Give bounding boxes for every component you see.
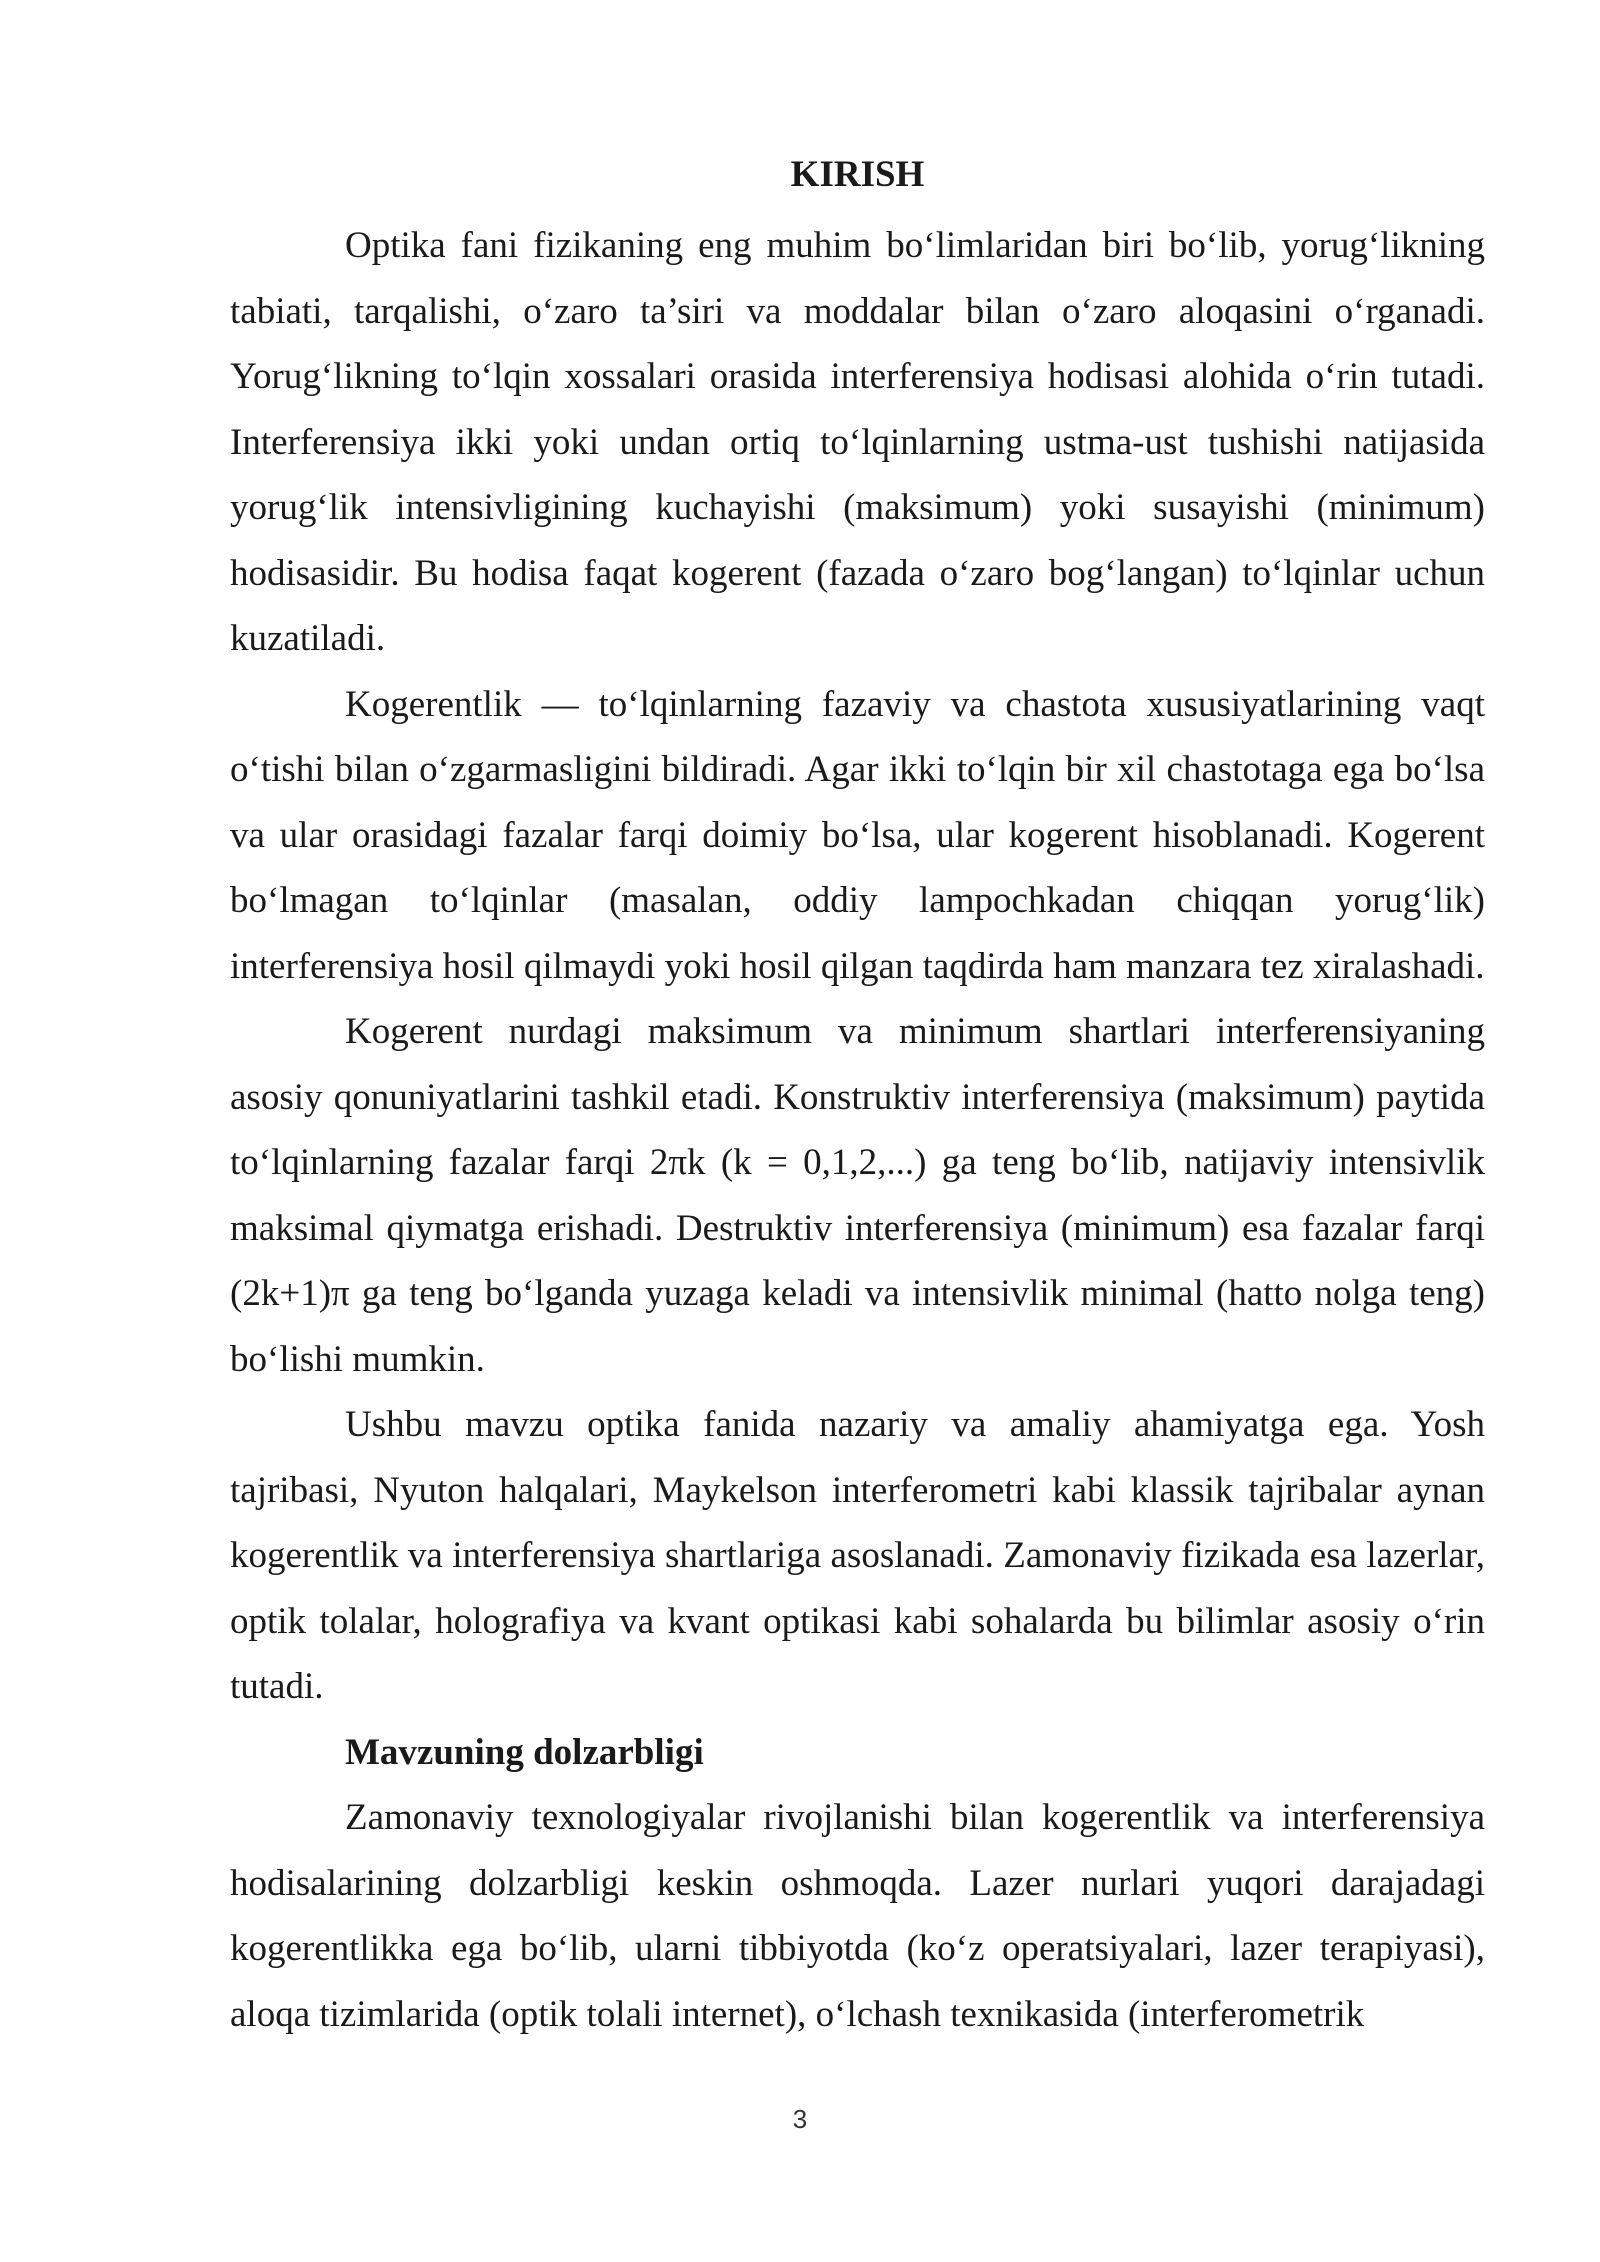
paragraph-importance: Ushbu mavzu optika fanida nazariy va amaliy ahamiyatga ega. Yosh tajribasi, Nyuton halqalari, Maykelson interferometri kabi klassik tajribalar aynan kogerentlik va interferensiya shartlariga asoslanadi. Zamonaviy fizikada esa lazerlar, optik tolalar, holografiya va kvant optikasi kabi sohalarda bu bilimlar asosiy o‘rin tutadi. — [230, 1404, 1485, 1707]
paragraph-coherence: Kogerentlik — to‘lqinlarning fazaviy va chastota xususiyatlarining vaqt o‘tishi bilan o‘zgarmasligini bildiradi. Agar ikki to‘lqin bir xil chastotaga ega bo‘lsa va ular orasidagi fazalar farqi doimiy bo‘lsa, ular kogerent hisoblanadi. Kogerent bo‘lmagan to‘lqinlar (masalan, oddiy lampochkadan chiqqan yorug‘lik) interferensiya hosil qilmaydi yoki hosil qilgan taqdirda ham manzara tez xiralashadi. — [230, 683, 1485, 987]
section-heading: Mavzuning dolzarbligi — [345, 1731, 704, 1773]
page-content — [230, 148, 1485, 2047]
page-number: 3 — [792, 2104, 808, 2134]
paragraph-conditions: Kogerent nurdagi maksimum va minimum shartlari interferensiyaning asosiy qonuniyatlarini tashkil etadi. Konstruktiv interferensiya (maksimum) paytida to‘lqinlarning fazalar farqi 2πk (k = 0,1,2,...) ga teng bo‘lib, natijaviy intensivlik maksimal qiymatga erishadi. Destruktiv interferensiya (minimum) esa fazalar farqi (2k+1)π ga teng bo‘lganda yuzaga keladi va intensivlik minimal (hatto nolga teng) bo‘lishi mumkin. — [230, 1011, 1485, 1380]
paragraph-relevance: Zamonaviy texnologiyalar rivojlanishi bilan kogerentlik va interferensiya hodisalarining dolzarbligi keskin oshmoqda. Lazer nurlari yuqori darajadagi kogerentlikka ega bo‘lib, ularni tibbiyotda (ko‘z operatsiyalari, lazer terapiyasi), aloqa tizimlarida (optik tolali internet), o‘lchash texnikasida (interferometrik — [230, 1797, 1485, 2035]
page-title: KIRISH — [790, 154, 925, 195]
paragraph-intro: Optika fani fizikaning eng muhim bo‘limlaridan biri bo‘lib, yorug‘likning tabiati, tarqalishi, o‘zaro ta’siri va moddalar bilan o‘zaro aloqasini o‘rganadi. Yorug‘likning to‘lqin xossalari orasida interferensiya hodisasi alohida o‘rin tutadi. Interferensiya ikki yoki undan ortiq to‘lqinlarning ustma-ust tushishi natijasida yorug‘lik intensivligining kuchayishi (maksimum) yoki susayishi (minimum) hodisasidir. Bu hodisa faqat kogerent (fazada o‘zaro bog‘langan) to‘lqinlar uchun kuzatiladi. — [230, 225, 1485, 659]
